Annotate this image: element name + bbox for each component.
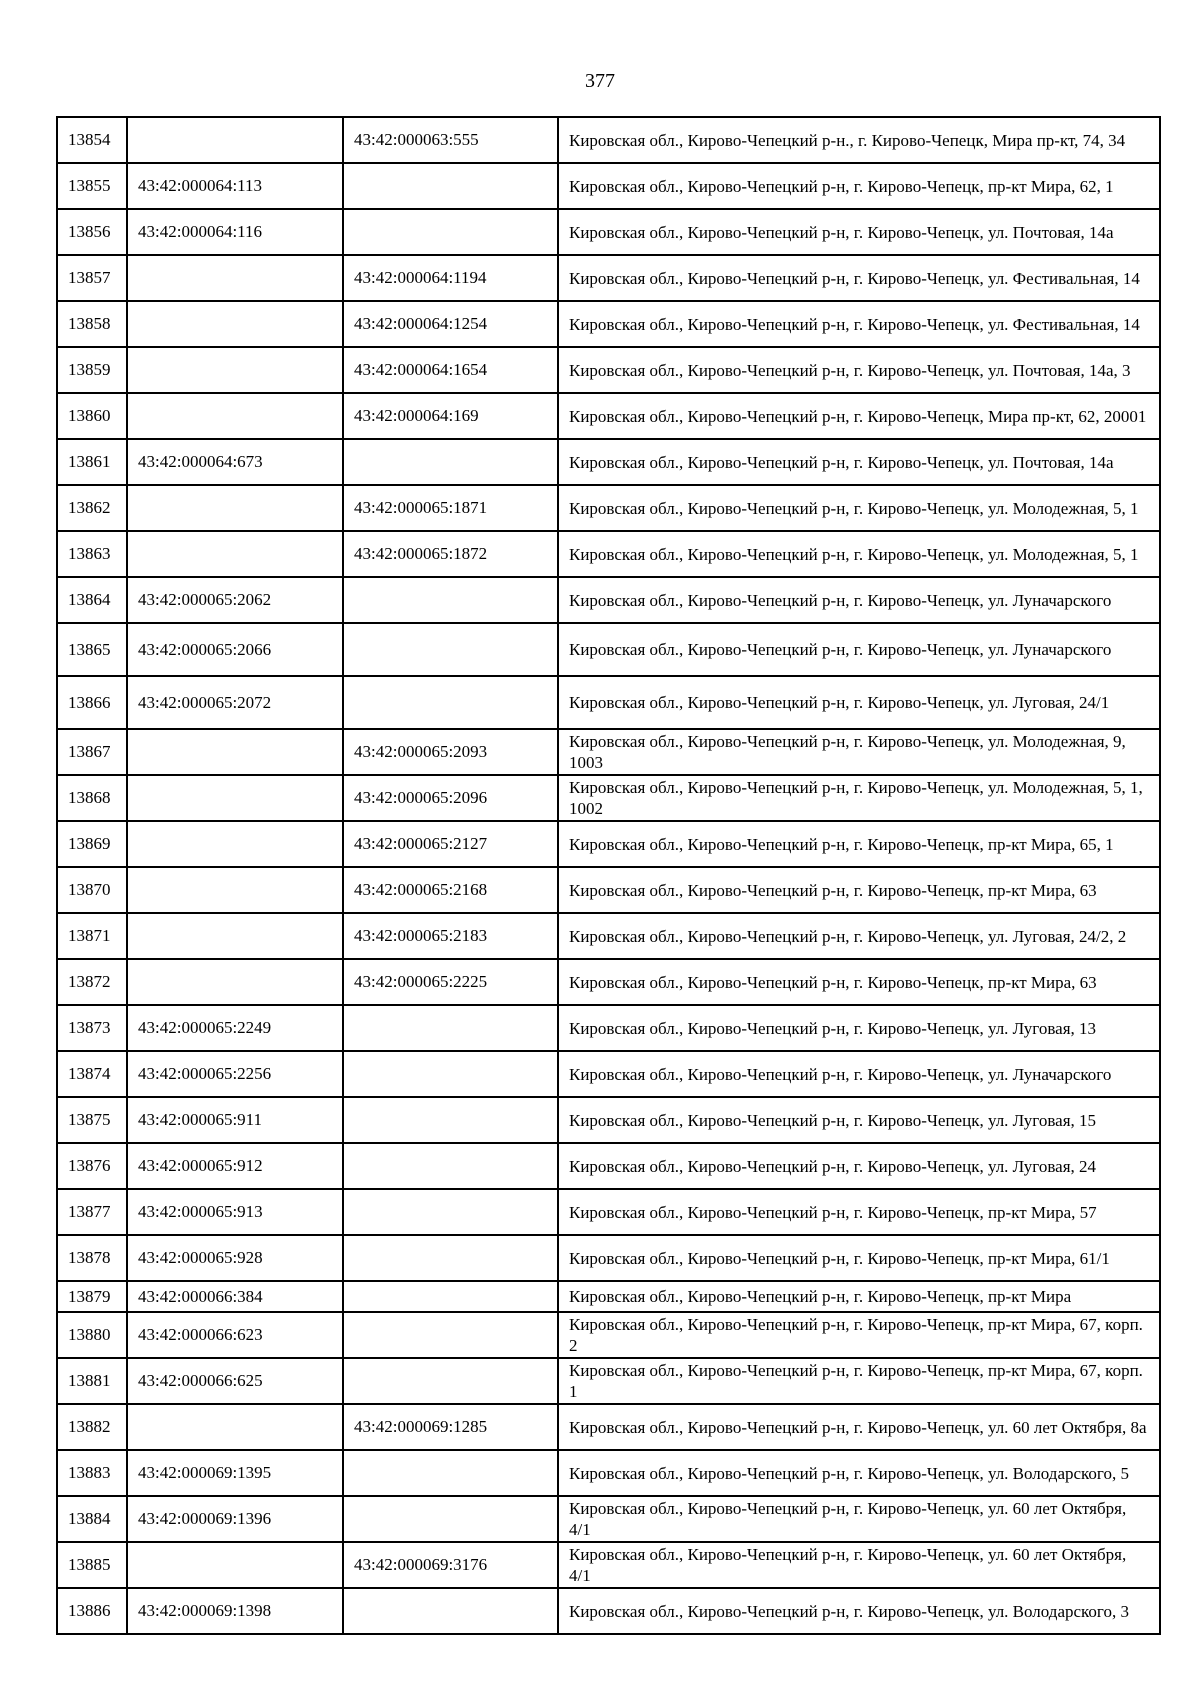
address-cell: Кировская обл., Кирово-Чепецкий р-н, г. Кирово-Чепецк, ул. 60 лет Октября, 8а [558, 1404, 1160, 1450]
address-cell: Кировская обл., Кирово-Чепецкий р-н, г. Кирово-Чепецк, ул. 60 лет Октября, 4/1 [558, 1542, 1160, 1588]
row-number-cell: 13881 [57, 1358, 127, 1404]
address-cell: Кировская обл., Кирово-Чепецкий р-н, г. Кирово-Чепецк, ул. Луговая, 15 [558, 1097, 1160, 1143]
cadastral-number-cell: 43:42:000064:116 [127, 209, 343, 255]
address-cell: Кировская обл., Кирово-Чепецкий р-н, г. Кирово-Чепецк, ул. Почтовая, 14а [558, 209, 1160, 255]
cadastral-number-cell: 43:42:000069:1398 [127, 1588, 343, 1634]
row-number-cell: 13868 [57, 775, 127, 821]
row-number-cell: 13871 [57, 913, 127, 959]
table-row [57, 347, 1160, 393]
address-cell: Кировская обл., Кирово-Чепецкий р-н, г. Кирово-Чепецк, ул. Луначарского [558, 577, 1160, 623]
row-number-cell: 13886 [57, 1588, 127, 1634]
table-row [57, 1588, 1160, 1634]
related-cadastral-number-cell: 43:42:000065:1872 [343, 531, 558, 577]
related-cadastral-number-cell [343, 577, 558, 623]
row-number-cell: 13883 [57, 1450, 127, 1496]
related-cadastral-number-cell: 43:42:000065:2183 [343, 913, 558, 959]
address-cell: Кировская обл., Кирово-Чепецкий р-н, г. Кирово-Чепецк, ул. Володарского, 3 [558, 1588, 1160, 1634]
row-number-cell: 13864 [57, 577, 127, 623]
cadastral-number-cell: 43:42:000065:912 [127, 1143, 343, 1189]
cadastral-number-cell: 43:42:000069:1396 [127, 1496, 343, 1542]
cadastral-number-cell [127, 393, 343, 439]
table-row [57, 623, 1160, 676]
cadastral-number-cell [127, 1404, 343, 1450]
table-row [57, 1281, 1160, 1312]
related-cadastral-number-cell: 43:42:000064:1194 [343, 255, 558, 301]
table-row [57, 1312, 1160, 1358]
address-cell: Кировская обл., Кирово-Чепецкий р-н, г. Кирово-Чепецк, ул. Луначарского [558, 623, 1160, 676]
cadastral-number-cell: 43:42:000065:2249 [127, 1005, 343, 1051]
table-row [57, 1496, 1160, 1542]
related-cadastral-number-cell [343, 1189, 558, 1235]
row-number-cell: 13859 [57, 347, 127, 393]
related-cadastral-number-cell [343, 1051, 558, 1097]
cadastral-number-cell: 43:42:000064:113 [127, 163, 343, 209]
related-cadastral-number-cell [343, 676, 558, 729]
table-row [57, 913, 1160, 959]
related-cadastral-number-cell [343, 209, 558, 255]
row-number-cell: 13856 [57, 209, 127, 255]
related-cadastral-number-cell: 43:42:000065:2225 [343, 959, 558, 1005]
row-number-cell: 13874 [57, 1051, 127, 1097]
address-cell: Кировская обл., Кирово-Чепецкий р-н, г. Кирово-Чепецк, пр-кт Мира [558, 1281, 1160, 1312]
cadastral-number-cell [127, 255, 343, 301]
cadastral-number-cell: 43:42:000065:2072 [127, 676, 343, 729]
address-cell: Кировская обл., Кирово-Чепецкий р-н, г. Кирово-Чепецк, ул. Молодежная, 5, 1 [558, 485, 1160, 531]
address-cell: Кировская обл., Кирово-Чепецкий р-н, г. Кирово-Чепецк, ул. Почтовая, 14а, 3 [558, 347, 1160, 393]
table-row [57, 959, 1160, 1005]
address-cell: Кировская обл., Кирово-Чепецкий р-н, г. Кирово-Чепецк, пр-кт Мира, 65, 1 [558, 821, 1160, 867]
address-cell: Кировская обл., Кирово-Чепецкий р-н, г. Кирово-Чепецк, ул. Луговая, 24 [558, 1143, 1160, 1189]
address-cell: Кировская обл., Кирово-Чепецкий р-н, г. Кирово-Чепецк, Мира пр-кт, 62, 20001 [558, 393, 1160, 439]
table-row [57, 1450, 1160, 1496]
address-cell: Кировская обл., Кирово-Чепецкий р-н, г. Кирово-Чепецк, пр-кт Мира, 63 [558, 959, 1160, 1005]
address-cell: Кировская обл., Кирово-Чепецкий р-н, г. Кирово-Чепецк, пр-кт Мира, 67, корп. 2 [558, 1312, 1160, 1358]
address-cell: Кировская обл., Кирово-Чепецкий р-н, г. Кирово-Чепецк, ул. Молодежная, 5, 1, 1002 [558, 775, 1160, 821]
registry-table [56, 116, 1161, 1635]
table-row [57, 485, 1160, 531]
related-cadastral-number-cell [343, 439, 558, 485]
address-cell: Кировская обл., Кирово-Чепецкий р-н, г. Кирово-Чепецк, пр-кт Мира, 61/1 [558, 1235, 1160, 1281]
table-row [57, 676, 1160, 729]
related-cadastral-number-cell [343, 1312, 558, 1358]
registry-body [57, 117, 1160, 1634]
table-row [57, 255, 1160, 301]
table-row [57, 1542, 1160, 1588]
related-cadastral-number-cell [343, 1143, 558, 1189]
row-number-cell: 13863 [57, 531, 127, 577]
address-cell: Кировская обл., Кирово-Чепецкий р-н, г. Кирово-Чепецк, ул. Луначарского [558, 1051, 1160, 1097]
cadastral-number-cell [127, 485, 343, 531]
related-cadastral-number-cell [343, 1450, 558, 1496]
related-cadastral-number-cell [343, 1235, 558, 1281]
related-cadastral-number-cell: 43:42:000064:169 [343, 393, 558, 439]
table-row [57, 301, 1160, 347]
related-cadastral-number-cell: 43:42:000064:1254 [343, 301, 558, 347]
address-cell: Кировская обл., Кирово-Чепецкий р-н, г. Кирово-Чепецк, ул. Луговая, 24/2, 2 [558, 913, 1160, 959]
related-cadastral-number-cell: 43:42:000063:555 [343, 117, 558, 163]
cadastral-number-cell [127, 347, 343, 393]
related-cadastral-number-cell: 43:42:000065:2127 [343, 821, 558, 867]
cadastral-number-cell: 43:42:000065:2062 [127, 577, 343, 623]
cadastral-number-cell: 43:42:000065:928 [127, 1235, 343, 1281]
cadastral-number-cell [127, 1542, 343, 1588]
table-row [57, 393, 1160, 439]
cadastral-number-cell [127, 775, 343, 821]
address-cell: Кировская обл., Кирово-Чепецкий р-н, г. Кирово-Чепецк, пр-кт Мира, 63 [558, 867, 1160, 913]
related-cadastral-number-cell: 43:42:000069:1285 [343, 1404, 558, 1450]
table-row [57, 867, 1160, 913]
related-cadastral-number-cell [343, 1496, 558, 1542]
row-number-cell: 13858 [57, 301, 127, 347]
related-cadastral-number-cell: 43:42:000065:2093 [343, 729, 558, 775]
table-row [57, 1358, 1160, 1404]
address-cell: Кировская обл., Кирово-Чепецкий р-н, г. Кирово-Чепецк, ул. Фестивальная, 14 [558, 255, 1160, 301]
table-row [57, 1235, 1160, 1281]
row-number-cell: 13878 [57, 1235, 127, 1281]
table-row [57, 117, 1160, 163]
related-cadastral-number-cell [343, 1588, 558, 1634]
related-cadastral-number-cell [343, 1097, 558, 1143]
cadastral-number-cell [127, 117, 343, 163]
row-number-cell: 13873 [57, 1005, 127, 1051]
table-row [57, 1404, 1160, 1450]
address-cell: Кировская обл., Кирово-Чепецкий р-н, г. Кирово-Чепецк, ул. Луговая, 24/1 [558, 676, 1160, 729]
cadastral-number-cell [127, 729, 343, 775]
table-row [57, 821, 1160, 867]
cadastral-number-cell: 43:42:000066:623 [127, 1312, 343, 1358]
cadastral-number-cell [127, 913, 343, 959]
cadastral-number-cell: 43:42:000065:911 [127, 1097, 343, 1143]
cadastral-number-cell: 43:42:000066:625 [127, 1358, 343, 1404]
row-number-cell: 13879 [57, 1281, 127, 1312]
table-row [57, 1051, 1160, 1097]
related-cadastral-number-cell: 43:42:000065:2096 [343, 775, 558, 821]
page-number: 377 [585, 70, 615, 92]
related-cadastral-number-cell [343, 163, 558, 209]
table-row [57, 209, 1160, 255]
cadastral-number-cell [127, 867, 343, 913]
cadastral-number-cell: 43:42:000065:2066 [127, 623, 343, 676]
table-row [57, 439, 1160, 485]
table-row [57, 775, 1160, 821]
cadastral-number-cell [127, 821, 343, 867]
address-cell: Кировская обл., Кирово-Чепецкий р-н., г. Кирово-Чепецк, Мира пр-кт, 74, 34 [558, 117, 1160, 163]
row-number-cell: 13866 [57, 676, 127, 729]
address-cell: Кировская обл., Кирово-Чепецкий р-н, г. Кирово-Чепецк, ул. Молодежная, 5, 1 [558, 531, 1160, 577]
address-cell: Кировская обл., Кирово-Чепецкий р-н, г. Кирово-Чепецк, пр-кт Мира, 57 [558, 1189, 1160, 1235]
table-row [57, 1189, 1160, 1235]
address-cell: Кировская обл., Кирово-Чепецкий р-н, г. Кирово-Чепецк, пр-кт Мира, 67, корп. 1 [558, 1358, 1160, 1404]
table-row [57, 163, 1160, 209]
row-number-cell: 13885 [57, 1542, 127, 1588]
table-row [57, 729, 1160, 775]
address-cell: Кировская обл., Кирово-Чепецкий р-н, г. Кирово-Чепецк, ул. Володарского, 5 [558, 1450, 1160, 1496]
row-number-cell: 13854 [57, 117, 127, 163]
row-number-cell: 13862 [57, 485, 127, 531]
related-cadastral-number-cell: 43:42:000065:2168 [343, 867, 558, 913]
row-number-cell: 13857 [57, 255, 127, 301]
cadastral-number-cell: 43:42:000064:673 [127, 439, 343, 485]
address-cell: Кировская обл., Кирово-Чепецкий р-н, г. Кирово-Чепецк, ул. Фестивальная, 14 [558, 301, 1160, 347]
cadastral-number-cell [127, 301, 343, 347]
row-number-cell: 13872 [57, 959, 127, 1005]
cadastral-number-cell: 43:42:000065:913 [127, 1189, 343, 1235]
cadastral-number-cell: 43:42:000065:2256 [127, 1051, 343, 1097]
cadastral-number-cell [127, 531, 343, 577]
table-row [57, 531, 1160, 577]
address-cell: Кировская обл., Кирово-Чепецкий р-н, г. Кирово-Чепецк, ул. Молодежная, 9, 1003 [558, 729, 1160, 775]
row-number-cell: 13880 [57, 1312, 127, 1358]
address-cell: Кировская обл., Кирово-Чепецкий р-н, г. Кирово-Чепецк, ул. 60 лет Октября, 4/1 [558, 1496, 1160, 1542]
row-number-cell: 13875 [57, 1097, 127, 1143]
row-number-cell: 13860 [57, 393, 127, 439]
table-row [57, 1005, 1160, 1051]
related-cadastral-number-cell [343, 1358, 558, 1404]
row-number-cell: 13861 [57, 439, 127, 485]
row-number-cell: 13869 [57, 821, 127, 867]
related-cadastral-number-cell: 43:42:000069:3176 [343, 1542, 558, 1588]
related-cadastral-number-cell [343, 1281, 558, 1312]
row-number-cell: 13882 [57, 1404, 127, 1450]
cadastral-number-cell [127, 959, 343, 1005]
related-cadastral-number-cell [343, 623, 558, 676]
address-cell: Кировская обл., Кирово-Чепецкий р-н, г. Кирово-Чепецк, ул. Почтовая, 14а [558, 439, 1160, 485]
row-number-cell: 13870 [57, 867, 127, 913]
address-cell: Кировская обл., Кирово-Чепецкий р-н, г. Кирово-Чепецк, ул. Луговая, 13 [558, 1005, 1160, 1051]
row-number-cell: 13884 [57, 1496, 127, 1542]
table-row [57, 1097, 1160, 1143]
row-number-cell: 13867 [57, 729, 127, 775]
row-number-cell: 13877 [57, 1189, 127, 1235]
row-number-cell: 13855 [57, 163, 127, 209]
table-row [57, 1143, 1160, 1189]
related-cadastral-number-cell: 43:42:000064:1654 [343, 347, 558, 393]
address-cell: Кировская обл., Кирово-Чепецкий р-н, г. Кирово-Чепецк, пр-кт Мира, 62, 1 [558, 163, 1160, 209]
row-number-cell: 13876 [57, 1143, 127, 1189]
cadastral-number-cell: 43:42:000069:1395 [127, 1450, 343, 1496]
cadastral-number-cell: 43:42:000066:384 [127, 1281, 343, 1312]
related-cadastral-number-cell [343, 1005, 558, 1051]
table-row [57, 577, 1160, 623]
row-number-cell: 13865 [57, 623, 127, 676]
related-cadastral-number-cell: 43:42:000065:1871 [343, 485, 558, 531]
